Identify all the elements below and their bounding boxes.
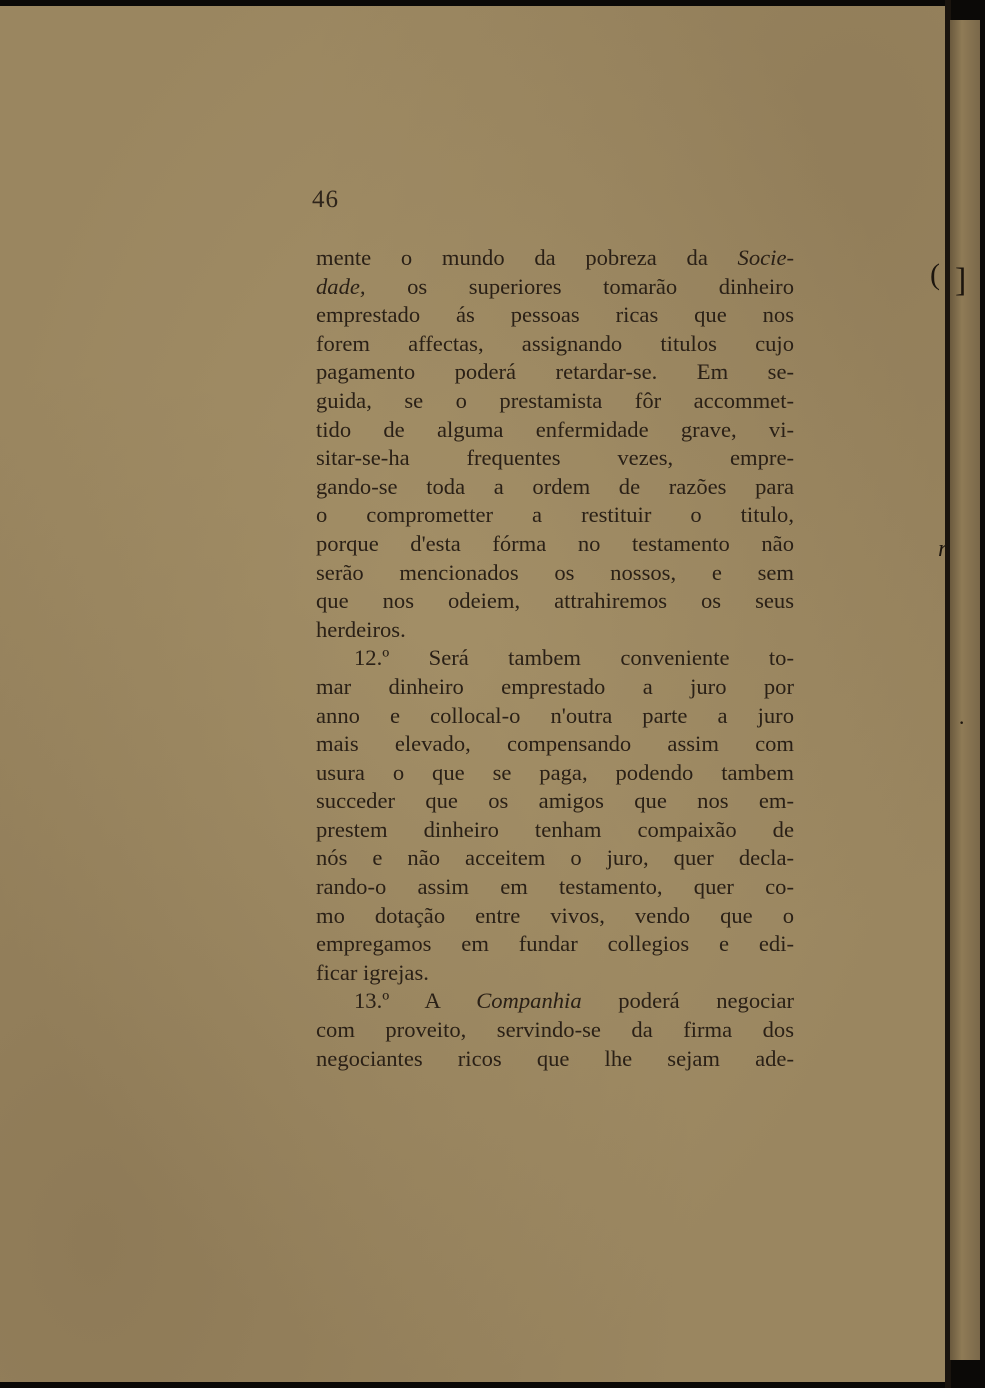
margin-bracket-mark: ] — [955, 262, 967, 299]
text-line-3: emprestado ás pessoas ricas que nos — [316, 302, 794, 328]
text-line-19: usura o que se paga, podendo tambem — [316, 759, 794, 785]
text-line-1-part: mente o mundo da pobreza da — [316, 245, 738, 270]
text-line-6: guida, se o prestamista fôr accommet- — [316, 387, 794, 413]
text-line-14: herdeiros. — [316, 616, 406, 642]
text-line-2-part: os superiores tomarão dinheiro — [365, 273, 794, 299]
text-line-23: rando-o assim em testamento, quer co- — [316, 874, 794, 900]
text-line-29: negociantes ricos que lhe sejam ade- — [316, 1045, 794, 1071]
text-line-21: prestem dinheiro tenham compaixão de — [316, 816, 794, 842]
margin-dot-mark: · — [958, 710, 966, 735]
text-line-28: com proveito, servindo-se da firma dos — [316, 1017, 794, 1043]
page-number: 46 — [312, 186, 339, 213]
text-line-2 — [316, 273, 794, 302]
text-line-20: succeder que os amigos que nos em- — [316, 788, 794, 814]
italic-socie: Socie- — [737, 245, 794, 270]
italic-dade: dade, — [316, 273, 366, 299]
text-line-4: forem affectas, assignando titulos cujo — [316, 330, 794, 356]
text-line-7: tido de alguma enfermidade grave, vi- — [316, 416, 794, 442]
text-line-9: gando-se toda a ordem de razões para — [316, 473, 794, 499]
text-line-27-part-a: 13.º A — [354, 988, 477, 1014]
text-line-17: anno e collocal-o n'outra parte a juro — [316, 702, 794, 728]
text-line-27-part-b: poderá negociar — [581, 988, 794, 1014]
text-line-27 — [316, 987, 794, 1016]
text-line-26: ficar igrejas. — [316, 959, 429, 985]
text-line-5: pagamento poderá retardar-se. Em se- — [316, 359, 794, 385]
margin-bracket-mark: ( — [930, 258, 940, 291]
text-line-1 — [316, 244, 794, 273]
text-line-22: nós e não acceitem o juro, quer decla- — [316, 845, 794, 871]
text-line-12: serão mencionados os nossos, e sem — [316, 559, 794, 585]
text-line-24: mo dotação entre vivos, vendo que o — [316, 902, 794, 928]
text-line-8: sitar-se-ha frequentes vezes, empre- — [316, 445, 794, 471]
text-line-10: o comprometter a restituir o titulo, — [316, 502, 794, 528]
text-line-11: porque d'esta fórma no testamento não — [316, 530, 794, 556]
body-text — [316, 244, 794, 1073]
text-line-15: 12.º Será tambem conveniente to- — [354, 645, 794, 671]
adjacent-page-edge — [950, 20, 980, 1360]
text-line-13: que nos odeiem, attrahiremos os seus — [316, 588, 794, 614]
text-line-25: empregamos em fundar collegios e edi- — [316, 931, 794, 957]
text-line-16: mar dinheiro emprestado a juro por — [316, 673, 794, 699]
margin-handwritten-mark: r — [938, 536, 948, 562]
italic-companhia: Companhia — [476, 988, 582, 1014]
text-line-18: mais elevado, compensando assim com — [316, 731, 794, 757]
